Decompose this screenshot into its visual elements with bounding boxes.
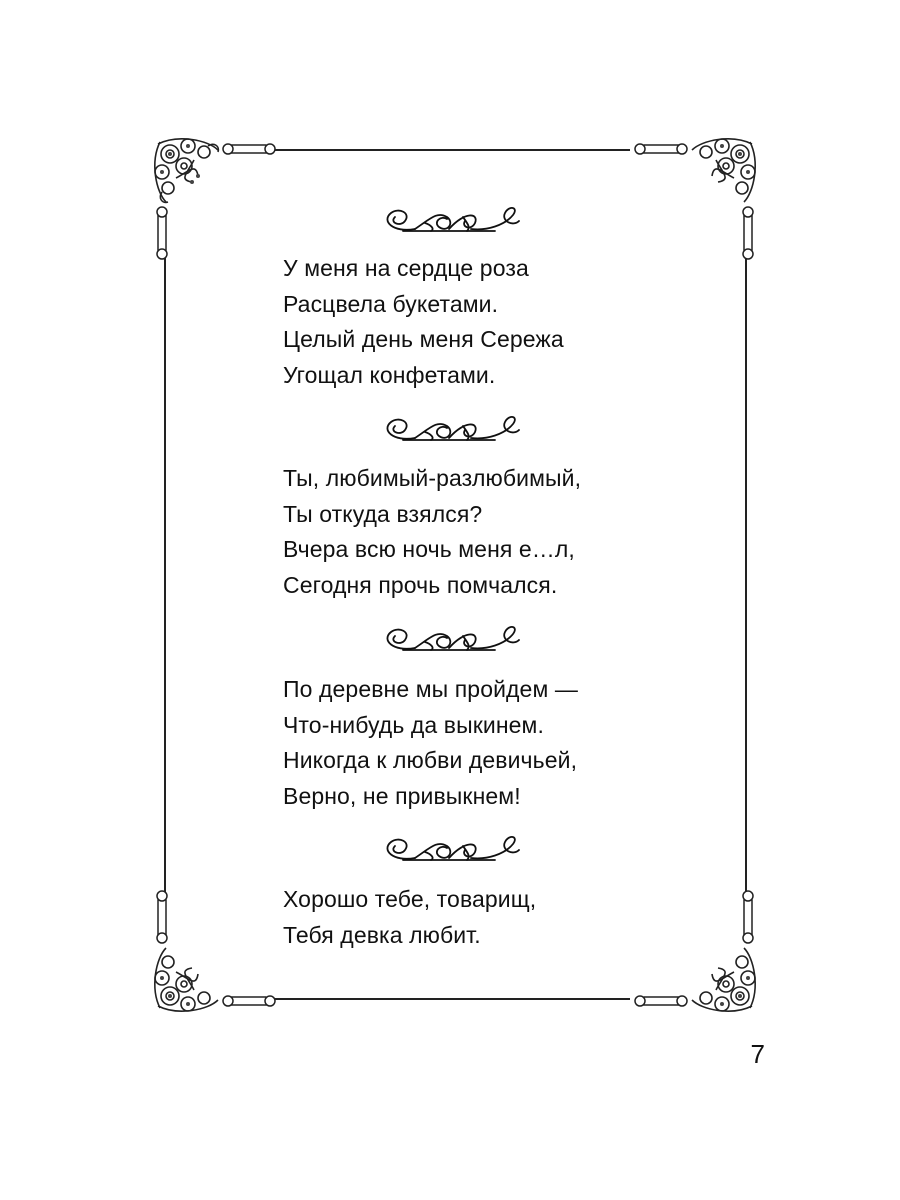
verse-line: Расцвела букетами. <box>283 290 499 317</box>
verse-line: Угощал конфетами. <box>283 361 496 388</box>
verse-line: Ты откуда взялся? <box>283 500 483 527</box>
verse-line: Никогда к любви девичьей, <box>283 747 578 773</box>
verse-line: Что-нибудь да выкинем. <box>283 711 544 738</box>
stanza-1 <box>283 251 723 393</box>
frame-top-border <box>275 149 630 151</box>
verse-line: Ты, любимый-разлюбимый, <box>283 465 582 491</box>
frame-bottom-border <box>275 998 630 1000</box>
verse-line: По деревне мы пройдем — <box>283 676 578 702</box>
verse-line: Целый день меня Сережа <box>283 326 564 352</box>
flourish-ornament-icon <box>375 203 525 237</box>
corner-ornament-icon <box>148 132 278 262</box>
flourish-ornament-icon <box>375 622 525 656</box>
flourish-ornament-icon <box>375 412 525 446</box>
verse-line: Хорошо тебе, товарищ, <box>283 886 537 912</box>
verse-line: Верно, не привыкнем! <box>283 782 521 809</box>
flourish-ornament-icon <box>375 832 525 866</box>
stanza-4 <box>283 882 723 953</box>
verse-line: Вчера всю ночь меня е…л, <box>283 536 575 562</box>
verse-line: У меня на сердце роза <box>283 255 529 281</box>
stanza-2 <box>283 461 723 603</box>
verse-line: Тебя девка любит. <box>283 921 481 948</box>
frame-right-border <box>745 250 747 898</box>
corner-ornament-icon <box>148 888 278 1018</box>
verse-line: Сегодня прочь помчался. <box>283 571 558 598</box>
corner-ornament-icon <box>632 132 762 262</box>
page-number: 7 <box>750 1039 765 1069</box>
stanza-3 <box>283 672 723 814</box>
frame-left-border <box>164 250 166 898</box>
